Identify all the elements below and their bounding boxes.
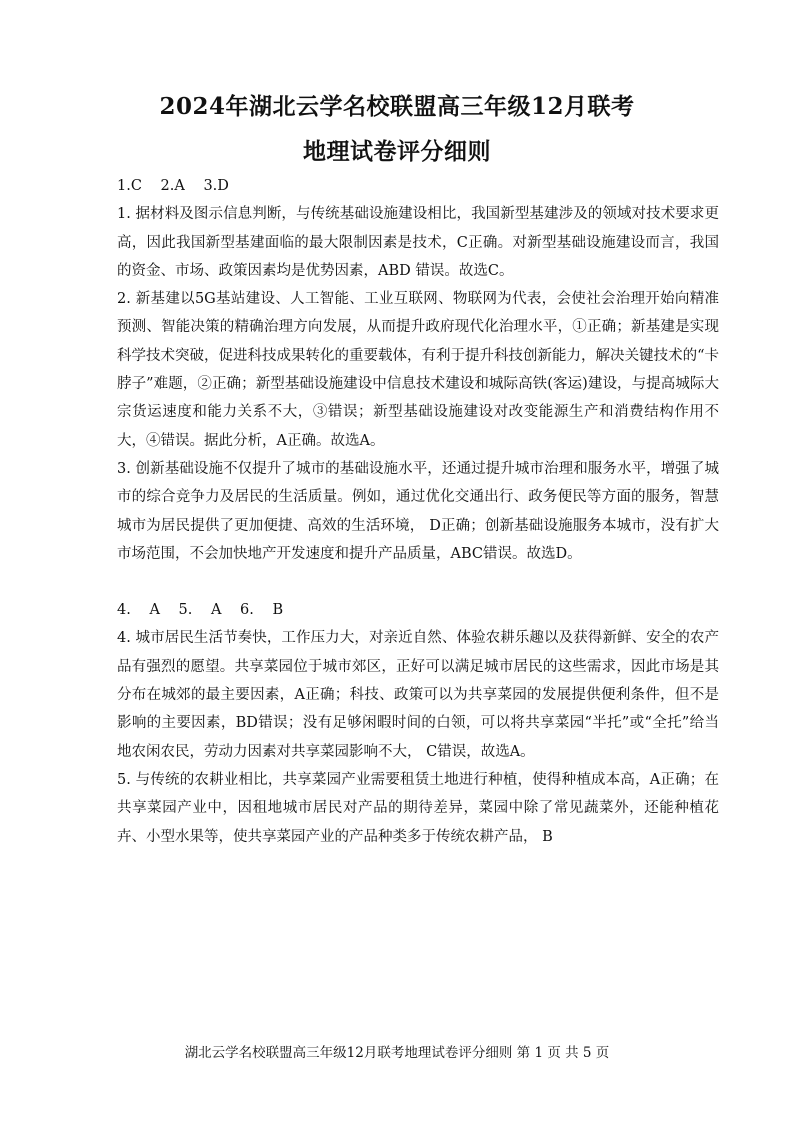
document-title: 2024年湖北云学名校联盟高三年级12月联考 bbox=[159, 93, 635, 120]
explanation-q1: 1. 据材料及图示信息判断，与传统基础设施建设相比，我国新型基建涉及的领域对技术要求更高，因此我国新型基建面临的最大限制因素是技术，C正确。对新型基础设施建设而言，我国的资金、市场、政策因素均是优势因素，ABD 错误。故选C。 bbox=[117, 206, 719, 279]
explanation-q3: 3. 创新基础设施不仅提升了城市的基础设施水平，还通过提升城市治理和服务水平，增强了城市的综合竞争力及居民的生活质量。例如，通过优化交通出行、政务便民等方面的服务，智慧城市为居民提供了更加便捷、高效的生活环境， D正确；创新基础设施服务本城市，没有扩大市场范围，不会加快地产开发速度和提升产品质量，ABC错误。故选D。 bbox=[117, 460, 719, 562]
explanation-q5: 5. 与传统的农耕业相比，共享菜园产业需要租赁土地进行种植，使得种植成本高，A正确；在共享菜园产业中，因租地城市居民对产品的期待差异，菜园中除了常见蔬菜外，还能种植花卉、小型水果等，使共享菜园产业的产品种类多于传统农耕产品， B bbox=[117, 771, 719, 845]
explanation-q4: 4. 城市居民生活节奏快，工作压力大，对亲近自然、体验农耕乐趣以及获得新鲜、安全的农产品有强烈的愿望。共享菜园位于城市郊区，正好可以满足城市居民的这些需求，因此市场是其分布在城郊的最主要因素，A正确；科技、政策可以为共享菜园的发展提供便利条件，但不是影响的主要因素，BD错误；没有足够闲暇时间的白领，可以将共享菜园“半托”或“全托”给当地农闲农民，劳动力因素对共享菜园影响不大， C错误，故选A。 bbox=[117, 630, 719, 760]
section-gap bbox=[117, 568, 719, 596]
document-subtitle: 地理试卷评分细则 bbox=[303, 138, 491, 165]
document-body bbox=[117, 172, 719, 851]
page-footer: 湖北云学名校联盟高三年级12月联考地理试卷评分细则 第 1 页 共 5 页 bbox=[184, 1045, 610, 1061]
explanation-q2: 2. 新基建以5G基站建设、人工智能、工业互联网、物联网为代表，会使社会治理开始向精准预测、智能决策的精确治理方向发展，从而提升政府现代化治理水平，①正确；新基建是实现科学技术突破，促进科技成果转化的重要载体，有利于提升科技创新能力，解决关键技术的“卡脖子”难题，②正确；新型基础设施建设中信息技术建设和城际高铁(客运)建设，与提高城际大宗货运速度和能力关系不大，③错误；新型基础设施建设对改变能源生产和消费结构作用不大，④错误。据此分析，A正确。故选A。 bbox=[117, 291, 719, 449]
answer-key-1-3: 1.C 2.A 3.D bbox=[117, 178, 229, 194]
answer-key-4-6: 4. A 5. A 6. B bbox=[117, 602, 284, 619]
